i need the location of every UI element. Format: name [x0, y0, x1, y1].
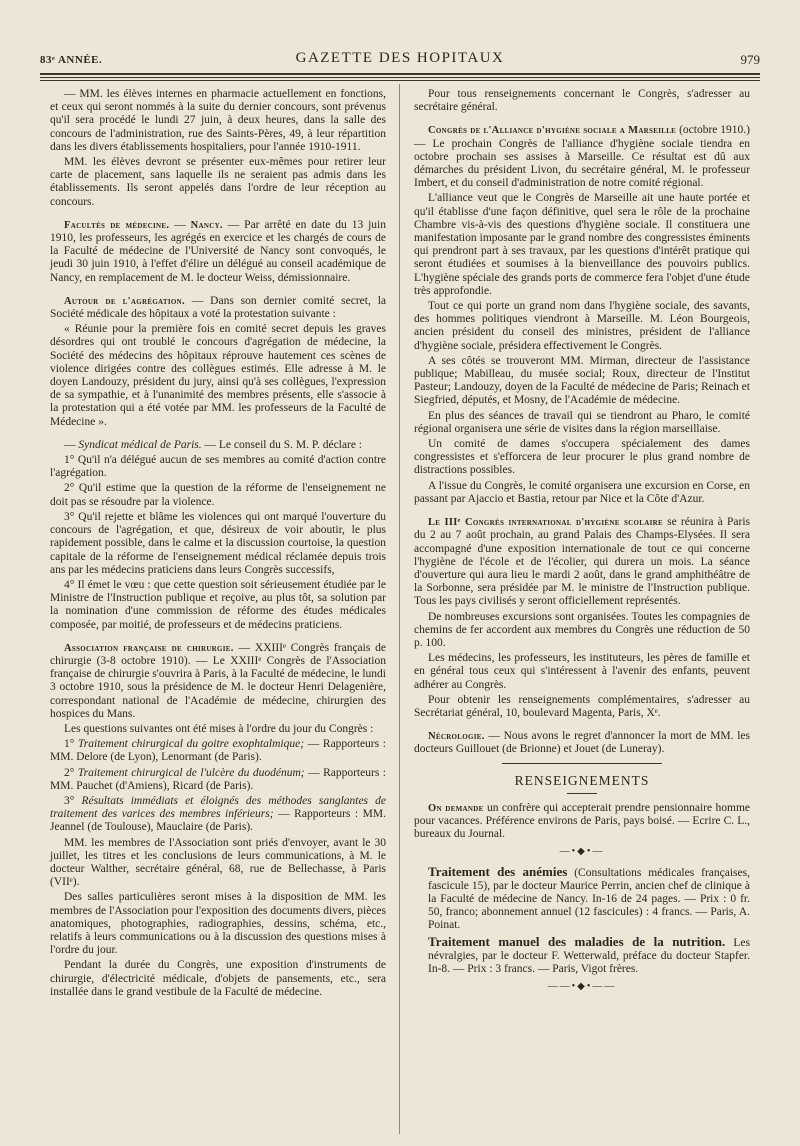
journal-title: GAZETTE DES HOPITAUX	[295, 50, 505, 66]
classified-text: un confrère qui accepterait prendre pensionnaire homme pour vacances. Préférence environs de Paris, pays boisé. — Ecrire C. L., bureaux du Journal.	[414, 801, 751, 841]
section-heading: Association française de chirurgie.	[64, 642, 234, 654]
book-notice	[428, 865, 750, 933]
section-heading: Nécrologie.	[428, 731, 485, 743]
alliance-paragraph: A l'issue du Congrès, le comité organisera une excursion en Corse, en passant par Ajaccio et Bastia, retour par Nice et la Côte d'Azur.	[414, 479, 750, 505]
obituary-text: — Nous avons le regret d'annoncer la mort de MM. les docteurs Guillouet (de Brionne) et Jouet (de Luneray).	[414, 730, 750, 756]
alliance-paragraph: Tout ce qui porte un grand nom dans l'hygiène sociale, des savants, des hommes politiques viendront à Marseille. M. Léon Bourgeois, ancien président du conseil des ministres, président de l'alliance d'hygiène sociale, présidera effectivement le Congrès.	[414, 300, 750, 352]
school-hygiene-text: se réunira à Paris du 2 au 7 août prochain, au grand Palais des Champs-Elysées. Il sera accompagné d'une exposition internationale de tout ce qui concerne l'hygiène de l'école et de l'écolier, qui durera un mois. La séance d'ouverture qui aura lieu le mardi 2 août, dans le grand amphithéâtre de la Sorbonne, sera présidée par M. le ministre de l'Instruction publique. Tous les pays civilisés y seront officiellement représentés.	[414, 516, 750, 608]
section-heading: Facultés de médecine.	[64, 219, 170, 231]
right-column	[414, 88, 750, 999]
classified-ad	[414, 802, 750, 842]
association-item: 3° Résultats immédiats et éloignés des méthodes sanglantes de traitement des varices des membres inférieurs; — Rapporteurs : MM. Jeannel (de Toulouse), Mauclaire (de Paris).	[50, 794, 387, 834]
ornament: —•◆•—	[559, 846, 605, 858]
header-rule	[40, 80, 760, 81]
faculty-news: Facultés de médecine. — Nancy. — Par arrêté en date du 13 juin 1910, les professeurs, les agrégés en exercice et les chargés de cours de la Faculté de médecine de l'Université de Nancy sont convoqués, le jeudi 30 juin 1910, à l'effet d'élire un délégué au conseil académique de Nancy, en remplacement de M. le docteur Weiss, démissionnaire.	[50, 218, 386, 284]
association-paragraph: Pendant la durée du Congrès, une exposition d'instruments de chirurgie, d'électricité médicale, d'objets de pansements, etc., sera installée dans le grand vestibule de la Faculté de médecine.	[50, 959, 386, 998]
alliance-paragraph: L'alliance veut que le Congrès de Marseille ait une haute portée et qu'il établisse d'une façon définitive, quel sera le rôle de la prochaine Chambre vis-à-vis des questions d'hygiène sociale. Il constituera une manifestation imposante par le grand nombre des congressistes éminents qui prendront part à ses travaux, par les questions d'intérêt pratique qui seront étudiées et soumises à la bienveillance des pouvoirs publics. L'hygiène spéciale des grands ports de commerce fera l'objet d'une étude très approfondie.	[414, 192, 750, 297]
header-rule	[40, 77, 760, 78]
association-paragraph: Des salles particulières seront mises à la disposition de MM. les membres de l'Association pour l'exposition des documents divers, pièces anatomiques, photographies, radiographies, dessins, schéma, etc., relatifs à leurs communications ou à la discussion des questions mises à l'ordre du jour.	[50, 891, 386, 957]
section-heading: Congrès de l'Alliance d'hygiène sociale a Marseille	[428, 125, 677, 137]
association-text: — XXIIIᵉ Congrès français de chirurgie (3-8 octobre 1910). — Le XXIIIᵉ Congrès de l'Association française de chirurgie s'ouvrira à Paris, à la Faculté de médecine, le lundi 3 octobre 1910, sous la présidence de M. le docteur Henri Delagenière, correspondant national de l'Académie de médecine, chirurgien des hospices du Mans.	[50, 641, 387, 720]
header-rule	[40, 73, 760, 75]
book-text: Les névralgies, par le docteur F. Wetterwald, préface du docteur Stapfer. In-8. — Prix : 3 francs. — Paris, Vigot frères.	[428, 936, 751, 975]
section-heading: Syndicat médical de Paris.	[78, 438, 202, 451]
page-number: 979	[740, 52, 760, 67]
ornament: ——•◆•——	[547, 981, 617, 993]
syndicat-item: 4° Il émet le vœu : que cette question soit sérieusement étudiée par le Ministre de l'Instruction publique et reçoive, au plus tôt, sa solution par la nomination d'une commission de réforme des études médicales composée, par moitié, de professeurs et de médecins praticiens.	[50, 578, 386, 631]
agregation-news	[50, 295, 386, 321]
school-hygiene-news	[414, 516, 750, 608]
pharmacy-notice-2: MM. les élèves devront se présenter eux-mêmes pour retirer leur carte de placement, sans laquelle ils ne seraient pas admis dans les établissements. Ils seront appelés dans l'ordre de leur réception au concours.	[50, 156, 386, 208]
section-heading: Autour de l'agrégation.	[64, 295, 185, 307]
association-news	[50, 642, 386, 721]
faculty-text: — Par arrêté en date du 13 juin 1910, les professeurs, les agrégés en exercice et les chargés de cours de la Faculté de médecine de l'Université de Nancy sont convoqués, le jeudi 30 juin 1910, à l'effet d'élire un délégué au conseil académique de Nancy, en remplacement de M. le docteur Weiss, démissionnaire.	[50, 218, 386, 284]
divider	[502, 763, 662, 764]
syndicat-item: 3° Qu'il rejette et blâme les violences qui ont marqué l'ouverture du concours de l'agrégation, et que, désireux de voir aboutir, le plus rapidement possible, dans le calme et la discussion courtoise, la question capitale de la réforme de l'enseignement médical réclamée depuis trois ans par les médecins praticiens dans leurs Congrès successifs,	[50, 510, 386, 576]
association-item: 1° Traitement chirurgical du goitre exophtalmique; — Rapporteurs : MM. Delore (de Lyon), Lenormant (de Paris).	[50, 738, 386, 764]
agregation-quote: « Réunie pour la première fois en comité secret depuis les graves désordres qui ont troublé le concours d'agrégation de médecine, la Société des médecins des hôpitaux réprouve hautement ces scènes de violence dirigées contre des collègues estimés. Elle adresse à M. le doyen Landouzy, président du jury, ainsi qu'à ses collègues, l'expression de sa sympathie, et à l'unanimité des membres présents, elle s'associe à la protestation qui a été votée par MM. les professeurs de la Faculté de Médecine ».	[50, 323, 386, 428]
book-title: Traitement manuel des maladies de la nutrition.	[428, 933, 726, 949]
syndicat-item: 1° Qu'il n'a délégué aucun de ses membres au comité d'action contre l'agrégation.	[50, 454, 386, 480]
school-hygiene-paragraph: Pour obtenir les renseignements complémentaires, s'adresser au Secrétariat général, 10, boulevard Magenta, Paris, Xᵉ.	[414, 693, 750, 719]
book-notice	[428, 935, 750, 977]
obituary	[414, 730, 750, 756]
page-header	[40, 50, 760, 72]
syndicat-news: — Syndicat médical de Paris. — Le conseil du S. M. P. déclare :	[64, 438, 362, 451]
school-hygiene-paragraph: De nombreuses excursions sont organisées. Toutes les compagnies de chemins de fer accordent aux membres du Congrès une réduction de 50 p. 100.	[414, 610, 750, 649]
association-item: 2° Traitement chirurgical de l'ulcère du duodénum; — Rapporteurs : MM. Pauchet (d'Amiens), Ricard (de Paris).	[50, 766, 386, 792]
alliance-text: (octobre 1910.) — Le prochain Congrès de l'alliance d'hygiène sociale tiendra en octobre prochain ses assises à Marseille. Ce résultat est dû aux démarches du président Livon, du secrétaire général, M. le professeur Imbert, et du conseil d'administration de notre comité régional.	[414, 124, 750, 190]
year-label: 83ᵉ ANNÉE.	[40, 54, 103, 66]
renseignements-title: RENSEIGNEMENTS	[514, 772, 650, 788]
book-text: (Consultations médicales françaises, fascicule 15), par le docteur Maurice Perrin, ancien chef de clinique à la Faculté de médecine de Nancy. In-16 de 24 pages. — Prix : 0 fr. 50, franco; abonnement annuel (12 fascicules) : 4 francs. — Paris, A. Poinat.	[428, 866, 750, 932]
pharmacy-notice: — MM. les élèves internes en pharmacie actuellement en fonctions, et ceux qui seront nommés à la suite du dernier concours, sont prévenus qu'il sera procédé le lundi 27 juin, à deux heures, dans la salle des concours de l'administration, rue des Saints-Pères, 49, à leur répartition dans les divers établissements hospitaliers, pour l'année 1910-1911.	[50, 88, 386, 153]
column-divider	[399, 84, 400, 1134]
city-name: Nancy.	[190, 219, 223, 231]
congress-contact: Pour tous renseignements concernant le Congrès, s'adresser au secrétaire général.	[414, 88, 750, 114]
section-heading: Le IIIᵉ Congrès international d'hygiène scolaire	[428, 517, 663, 529]
school-hygiene-paragraph: Les médecins, les professeurs, les instituteurs, les pères de famille et en général tous ceux qui s'intéressent à l'avenir des enfants, peuvent adhérer au Congrès.	[414, 652, 750, 691]
agregation-text: — Dans son dernier comité secret, la Société médicale des hôpitaux a voté la protestation suivante :	[50, 294, 386, 321]
association-questions: Les questions suivantes ont été mises à l'ordre du jour du Congrès :	[64, 722, 374, 735]
alliance-paragraph: En plus des séances de travail qui se tiendront au Pharo, le comité régional organisera une série de visites dans la région marseillaise.	[414, 409, 750, 435]
alliance-news	[414, 124, 750, 190]
syndicat-item: 2° Qu'il estime que la question de la réforme de l'enseignement ne doit pas se résoudre par la violence.	[50, 482, 386, 508]
alliance-paragraph: Un comité de dames s'occupera spécialement des dames congressistes et s'efforcera de leur procurer le plus grand nombre de distractions possibles.	[414, 438, 750, 477]
association-paragraph: MM. les membres de l'Association sont priés d'envoyer, avant le 30 juillet, les titres et les conclusions de leurs communications, à M. le docteur Walther, secrétaire général, 68, rue de Bellechasse, à Paris (VIIᵉ).	[50, 836, 386, 889]
book-title: Traitement des anémies	[428, 863, 568, 879]
divider	[567, 793, 597, 794]
alliance-paragraph: A ses côtés se trouveront MM. Mirman, directeur de l'assistance publique; Mabilleau, du musée social; Roux, directeur de l'Institut Pasteur; Landouzy, doyen de la Faculté de médecine de Paris; Reinach et Siegfried, députés, et Mosny, de l'Académie de médecine.	[414, 354, 750, 407]
syndicat-text: — Le conseil du S. M. P. déclare :	[204, 438, 362, 451]
left-column	[50, 88, 386, 1001]
section-heading: On demande	[428, 802, 484, 814]
